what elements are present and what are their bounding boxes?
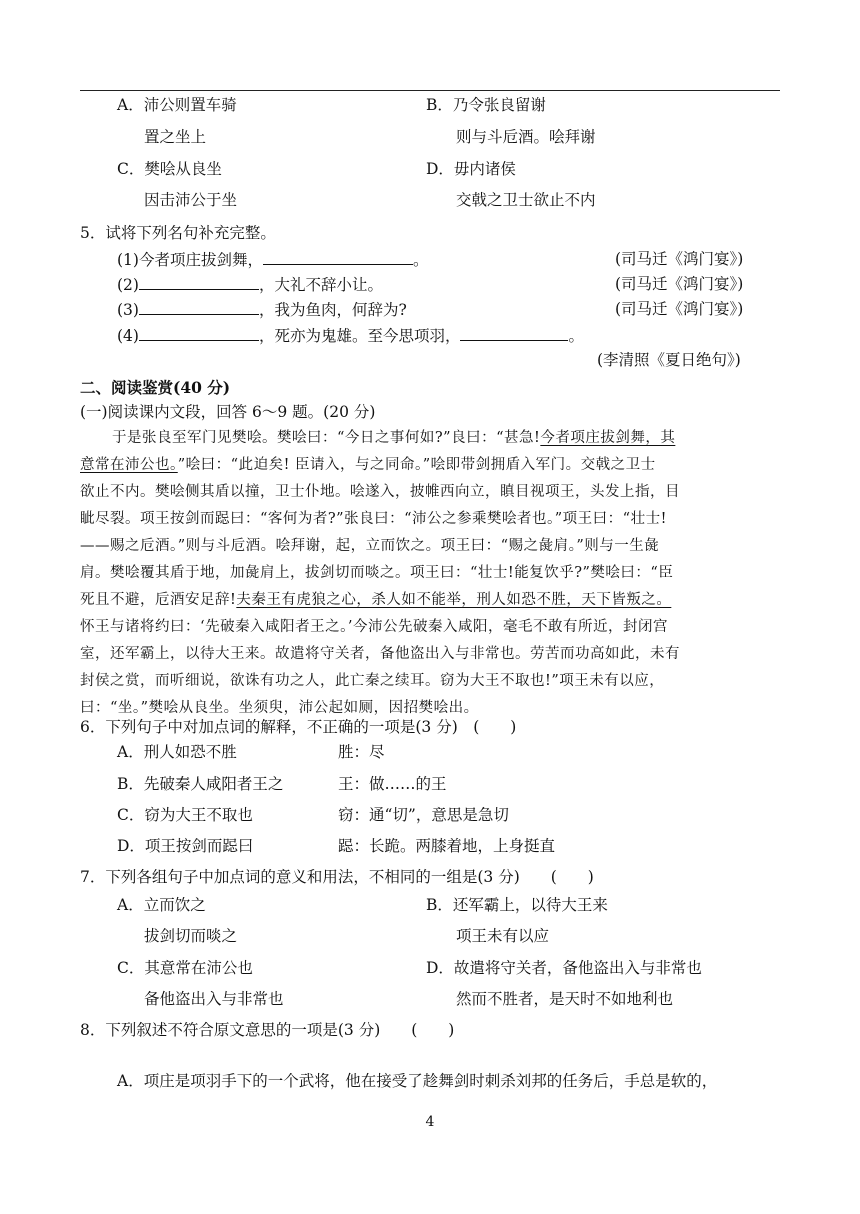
- passage-line: [80, 587, 780, 614]
- passage-line: [80, 452, 780, 479]
- q4-option-a-line1: A．沛公则置车骑: [117, 96, 237, 114]
- passage-text: 于是张良至军门见樊哙。樊哙曰：“今日之事何如?”良曰：“甚急!: [112, 430, 541, 446]
- q6-option-a: A．刑人如恐不胜: [117, 743, 237, 761]
- q5-line-1-end: 。: [412, 251, 429, 269]
- q7-option-a-line1: A．立而饮之: [117, 896, 206, 914]
- q5-line-3-text: ，我为鱼肉，何辞为?: [258, 301, 407, 319]
- q7-option-d-line1: D．故遣将守关者，备他盗出入与非常也: [426, 959, 702, 977]
- q5-line-2-num: (2): [117, 276, 139, 294]
- q5-line-3-num: (3): [117, 301, 139, 319]
- passage-line: 曰：“坐。”樊哙从良坐。坐须臾，沛公起如厕，因招樊哙出。: [80, 700, 479, 716]
- header-rule: [80, 90, 780, 91]
- section-heading: 二、阅读鉴赏(40 分): [80, 378, 231, 397]
- underlined-sentence: 今者项庄拔剑舞，其: [540, 430, 676, 446]
- q6-option-b-explanation: 王：做……的王: [338, 775, 447, 793]
- passage-text: 死且不避，卮酒安足辞!: [80, 592, 237, 608]
- underlined-sentence: 意常在沛公也。: [80, 457, 178, 473]
- q6-option-d: D．项王按剑而跽曰: [117, 837, 254, 855]
- q4-option-c-line1: C．樊哙从良坐: [117, 160, 222, 178]
- passage-line: 眦尽裂。项王按剑而跽曰：“客何为者?”张良曰：“沛公之参乘樊哙者也。”项王曰：“壮士!: [80, 511, 667, 527]
- q4-option-c-line2: 因击沛公于坐: [144, 191, 238, 209]
- q5-line-4-text: ，死亦为鬼雄。至今思项羽，: [258, 327, 461, 345]
- answer-blank[interactable]: [139, 273, 259, 290]
- q5-line-3-source: (司马迁《鸿门宴》): [615, 300, 744, 318]
- q5-line-1-source: (司马迁《鸿门宴》): [615, 250, 744, 268]
- q5-line-1-text: (1)今者项庄拔剑舞，: [117, 251, 263, 269]
- subsection-heading: (一)阅读课内文段，回答 6～9 题。(20 分): [80, 403, 376, 421]
- passage-line: [80, 425, 780, 452]
- answer-blank[interactable]: [139, 324, 259, 341]
- q7-stem: 7．下列各组句子中加点词的意义和用法，不相同的一组是(3 分) ( ): [80, 868, 594, 886]
- answer-blank[interactable]: [139, 298, 259, 315]
- q6-option-b: B．先破秦人咸阳者王之: [117, 775, 284, 793]
- q5-line-4-source: (李清照《夏日绝句》): [597, 351, 741, 369]
- answer-blank[interactable]: [460, 324, 568, 341]
- q5-line-4-end: 。: [568, 327, 584, 345]
- q7-option-c-line2: 备他盗出入与非常也: [144, 990, 284, 1008]
- q4-option-b-line2: 则与斗卮酒。哙拜谢: [456, 128, 596, 146]
- passage-text: ”哙曰：“此迫矣! 臣请入，与之同命。”哙即带剑拥盾入军门。交戟之卫士: [177, 457, 656, 473]
- q6-option-d-explanation: 跽：长跪。两膝着地，上身挺直: [338, 837, 556, 855]
- q5-line-4-num: (4): [117, 327, 139, 345]
- q7-option-a-line2: 拔剑切而啖之: [144, 927, 238, 945]
- q7-option-c-line1: C．其意常在沛公也: [117, 959, 253, 977]
- passage-line: 欲止不内。樊哙侧其盾以撞，卫士仆地。哙遂入，披帷西向立，瞋目视项王，头发上指，目: [80, 484, 680, 500]
- q5-line-1: [117, 248, 428, 271]
- q8-stem: 8．下列叙述不符合原文意思的一项是(3 分) ( ): [80, 1021, 455, 1039]
- q5-line-3: [117, 298, 407, 321]
- q4-option-b-line1: B．乃令张良留谢: [426, 96, 546, 114]
- q8-option-a: A．项庄是项羽手下的一个武将，他在接受了趁舞剑时刺杀刘邦的任务后，手总是软的，: [117, 1072, 718, 1090]
- q6-stem: 6．下列句子中对加点词的解释，不正确的一项是(3 分) ( ): [80, 718, 517, 736]
- q7-option-b-line1: B．还军霸上，以待大王来: [426, 896, 608, 914]
- q4-option-a-line2: 置之坐上: [144, 128, 207, 146]
- passage-line: 肩。樊哙覆其盾于地，加彘肩上，拔剑切而啖之。项王曰：“壮士!能复饮乎?”樊哙曰：“臣: [80, 565, 674, 581]
- underlined-sentence: 夫秦王有虎狼之心，杀人如不能举，刑人如恐不胜，天下皆叛之。: [236, 592, 672, 608]
- passage-line: 怀王与诸将约曰：‘先破秦入咸阳者王之。’今沛公先破秦入咸阳，毫毛不敢有所近，封闭宫: [80, 619, 668, 635]
- q5-line-4: [117, 324, 584, 347]
- passage-line: ——赐之卮酒。”则与斗卮酒。哙拜谢，起，立而饮之。项王曰：“赐之彘肩。”则与一生彘: [80, 538, 660, 554]
- answer-blank[interactable]: [263, 248, 413, 265]
- q5-stem: 5．试将下列名句补充完整。: [80, 224, 276, 242]
- q7-option-d-line2: 然而不胜者，是天时不如地利也: [456, 990, 674, 1008]
- q6-option-a-explanation: 胜：尽: [338, 743, 385, 761]
- q6-option-c: C．窃为大王不取也: [117, 806, 253, 824]
- passage-line: 封侯之赏，而听细说，欲诛有功之人，此亡秦之续耳。窃为大王不取也!”项王未有以应，: [80, 673, 665, 689]
- q4-option-d-line2: 交戟之卫士欲止不内: [456, 191, 596, 209]
- passage-line: 室，还军霸上，以待大王来。故遣将守关者，备他盗出入与非常也。劳苦而功高如此，未有: [80, 646, 680, 662]
- q7-option-b-line2: 项王未有以应: [456, 927, 550, 945]
- page-number: 4: [425, 1114, 435, 1130]
- q4-option-d-line1: D．毋内诸侯: [426, 160, 516, 178]
- q6-option-c-explanation: 窃：通“切”，意思是急切: [338, 806, 509, 824]
- passage: [80, 425, 780, 722]
- q5-line-2-source: (司马迁《鸿门宴》): [615, 275, 744, 293]
- q5-line-2-text: ，大礼不辞小让。: [258, 276, 383, 294]
- q5-line-2: [117, 273, 383, 296]
